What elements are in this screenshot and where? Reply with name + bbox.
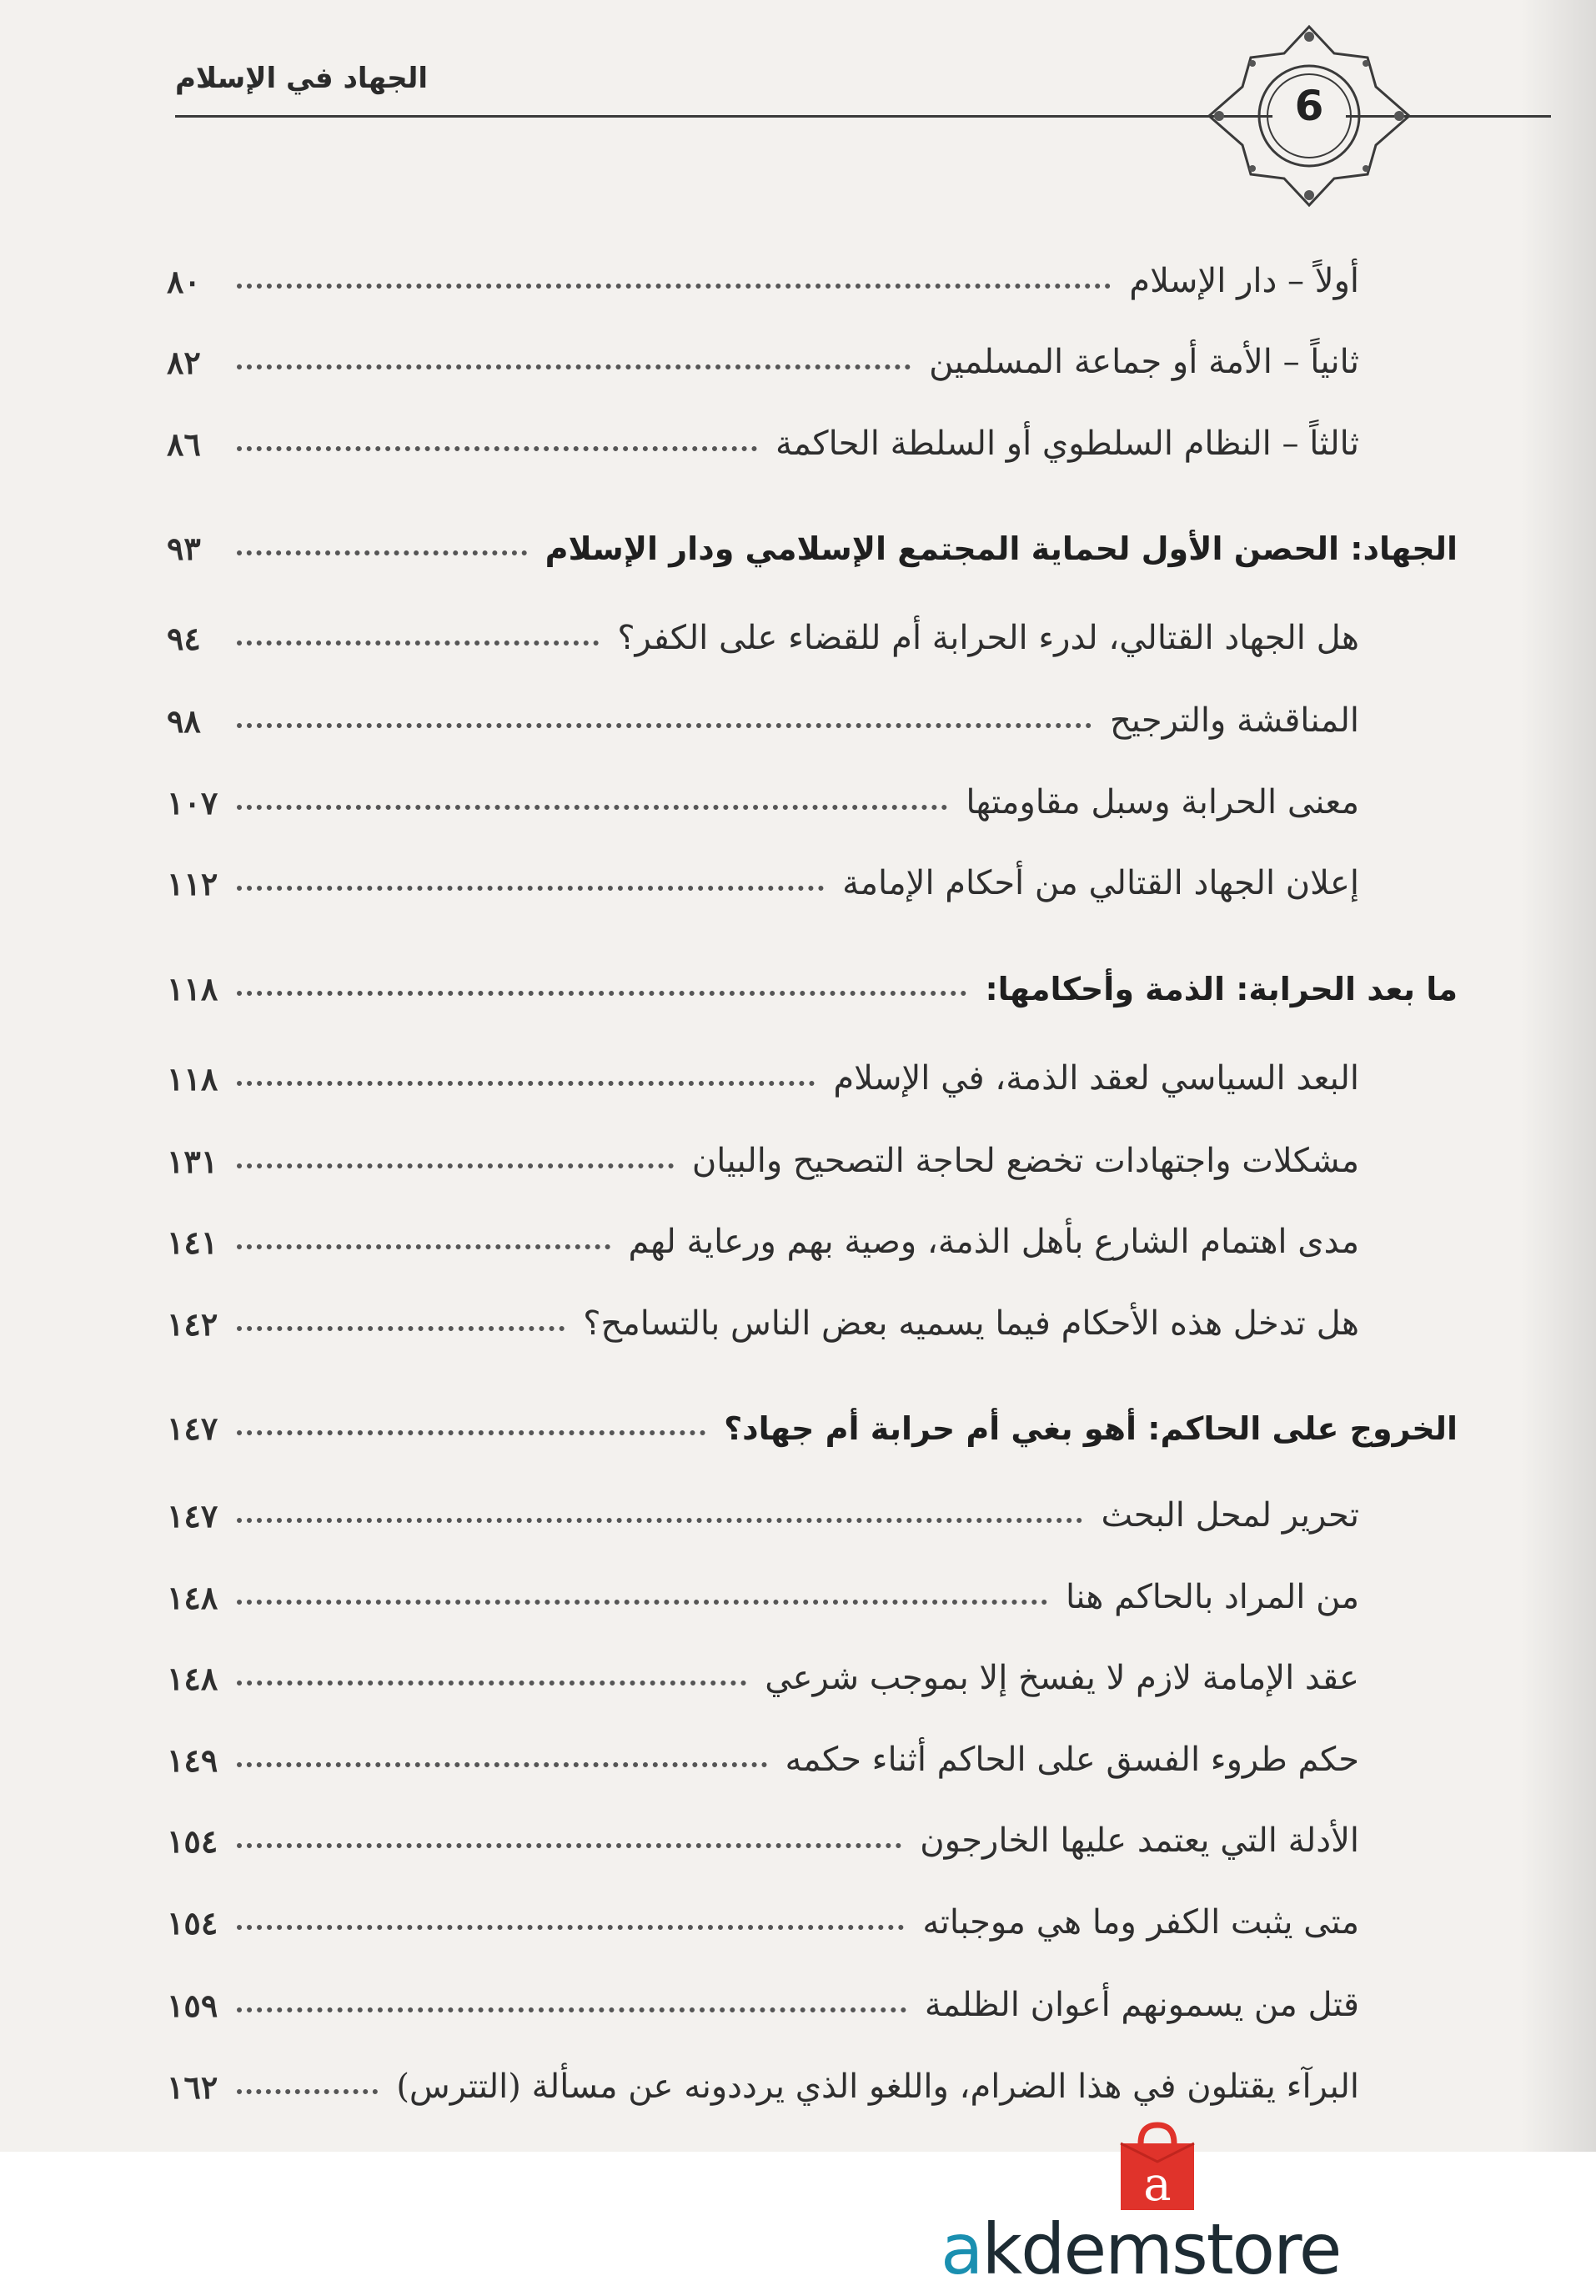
logo-badge-letter: a (1143, 2158, 1172, 2212)
toc-page-number: ٨٦ (167, 425, 201, 463)
dot-leader (237, 364, 911, 369)
toc-entry-title: معنى الحرابة وسبل مقاومتها (966, 783, 1359, 821)
toc-page-number: ٨٢ (167, 344, 201, 381)
toc-entry-title: إعلان الجهاد القتالي من أحكام الإمامة (842, 864, 1359, 902)
toc-entry-title: تحرير لمحل البحث (1101, 1496, 1359, 1535)
dot-leader (237, 1925, 904, 1930)
toc-page-number: ١٤٩ (167, 1741, 218, 1779)
toc-page-number: ٨٠ (167, 263, 201, 300)
dot-leader (237, 1762, 767, 1767)
dot-leader (237, 1163, 674, 1168)
toc-chapter-entry (167, 1389, 1458, 1447)
dot-leader (237, 2007, 906, 2012)
dot-leader (237, 1430, 705, 1435)
toc-entry-title: ما بعد الحرابة: الذمة وأحكامها: (985, 971, 1458, 1007)
toc-entry-title: قتل من يسمونهم أعوان الظلمة (924, 1986, 1359, 2024)
toc-page-number: ٩٣ (167, 530, 201, 567)
dot-leader (237, 1081, 815, 1086)
toc-chapter-entry (167, 949, 1458, 1007)
toc-page-number: ٩٨ (167, 702, 201, 740)
dot-leader (237, 1600, 1047, 1605)
dot-leader (237, 1326, 565, 1331)
shopping-bag-icon (1109, 2118, 1206, 2215)
toc-page-number: ١٠٧ (167, 784, 218, 821)
toc-entry-title: ثالثاً – النظام السلطوي أو السلطة الحاكمة (775, 425, 1359, 463)
store-name-first: a (941, 2208, 982, 2290)
dot-leader (237, 886, 824, 891)
toc-page-number: ١٣١ (167, 1143, 218, 1180)
dot-leader (237, 805, 947, 810)
toc-entry-title: البعد السياسي لعقد الذمة، في الإسلام (833, 1059, 1359, 1098)
toc-entry-title: مدى اهتمام الشارع بأهل الذمة، وصية بهم ورعاية لهم (628, 1223, 1359, 1261)
toc-page-number: ١١٨ (167, 1060, 218, 1098)
toc-entry-title: متى يثبت الكفر وما هي موجباته (922, 1903, 1359, 1942)
toc-entry (167, 1639, 1359, 1697)
toc-entry (167, 2047, 1359, 2106)
toc-entry (167, 681, 1359, 740)
toc-entry (167, 763, 1359, 821)
toc-entry (167, 1476, 1359, 1535)
page-number: 6 (1294, 82, 1324, 130)
toc-entry (167, 323, 1359, 381)
toc-page-number: ١٤٧ (167, 1409, 218, 1447)
toc-page-number: ١٤٨ (167, 1579, 218, 1616)
dot-leader (237, 1843, 901, 1848)
dot-leader (237, 641, 599, 646)
toc-entry-title: الخروج على الحاكم: أهو بغي أم حرابة أم جهاد؟ (724, 1410, 1458, 1447)
dot-leader (237, 1518, 1082, 1523)
toc-entry (167, 1122, 1359, 1180)
toc-entry (167, 1558, 1359, 1616)
toc-page-number: ١٦٢ (167, 2068, 218, 2106)
toc-entry (167, 1966, 1359, 2024)
toc-entry-title: هل الجهاد القتالي، لدرء الحرابة أم للقضاء على الكفر؟ (617, 619, 1359, 657)
toc-entry (167, 844, 1359, 902)
toc-page-number: ١٥٩ (167, 1987, 218, 2024)
toc-entry-title: البرآء يقتلون في هذا الضرام، واللغو الذي يرددونه عن مسألة (التترس) (396, 2067, 1359, 2106)
dot-leader (237, 446, 757, 451)
toc-entry (167, 1203, 1359, 1261)
dot-leader (237, 1244, 610, 1249)
dot-leader (237, 1681, 746, 1686)
toc-entry-title: الأدلة التي يعتمد عليها الخارجون (920, 1821, 1359, 1860)
toc-page-number: ١٥٤ (167, 1822, 218, 1860)
toc-entry-title: أولاً – دار الإسلام (1129, 262, 1359, 300)
toc-page-number: ١١٨ (167, 970, 218, 1007)
toc-entry (167, 1039, 1359, 1098)
toc-page-number: ١٤٨ (167, 1660, 218, 1697)
toc-entry-title: من المراد بالحاكم هنا (1066, 1578, 1359, 1616)
toc-entry (167, 242, 1359, 300)
toc-entry (167, 1721, 1359, 1779)
toc-entry (167, 1801, 1359, 1860)
dot-leader (237, 723, 1092, 728)
store-name-rest: kdemstore (981, 2208, 1341, 2290)
toc-entry (167, 1284, 1359, 1343)
toc-page-number: ١٤٧ (167, 1497, 218, 1535)
toc-entry (167, 404, 1359, 463)
store-watermark (941, 2208, 1340, 2290)
toc-entry-title: مشكلات واجتهادات تخضع لحاجة التصحيح والبيان (691, 1142, 1359, 1180)
toc-entry-title: المناقشة والترجيح (1109, 701, 1359, 740)
toc-entry-title: حكم طروء الفسق على الحاكم أثناء حكمه (785, 1741, 1359, 1779)
toc-page-number: ١٥٤ (167, 1904, 218, 1942)
toc-entry-title: الجهاد: الحصن الأول لحماية المجتمع الإسلامي ودار الإسلام (545, 530, 1458, 567)
toc-page-number: ١٤١ (167, 1223, 218, 1261)
toc-page-number: ١١٢ (167, 865, 218, 902)
toc-entry-title: عقد الإمامة لازم لا يفسخ إلا بموجب شرعي (765, 1659, 1359, 1697)
dot-leader (237, 550, 527, 555)
page-edge-shadow (1521, 0, 1596, 2152)
toc-entry-title: ثانياً – الأمة أو جماعة المسلمين (929, 343, 1359, 381)
toc-entry (167, 599, 1359, 657)
dot-leader (237, 284, 1111, 289)
running-header-title: الجهاد في الإسلام (175, 62, 429, 95)
dot-leader (237, 2089, 378, 2094)
toc-entry (167, 1883, 1359, 1942)
toc-page-number: ٩٤ (167, 620, 201, 657)
toc-page-number: ١٤٢ (167, 1305, 218, 1343)
toc-chapter-entry (167, 509, 1458, 567)
toc-entry-title: هل تدخل هذه الأحكام فيما يسميه بعض الناس بالتسامح؟ (583, 1304, 1359, 1343)
dot-leader (237, 991, 966, 996)
